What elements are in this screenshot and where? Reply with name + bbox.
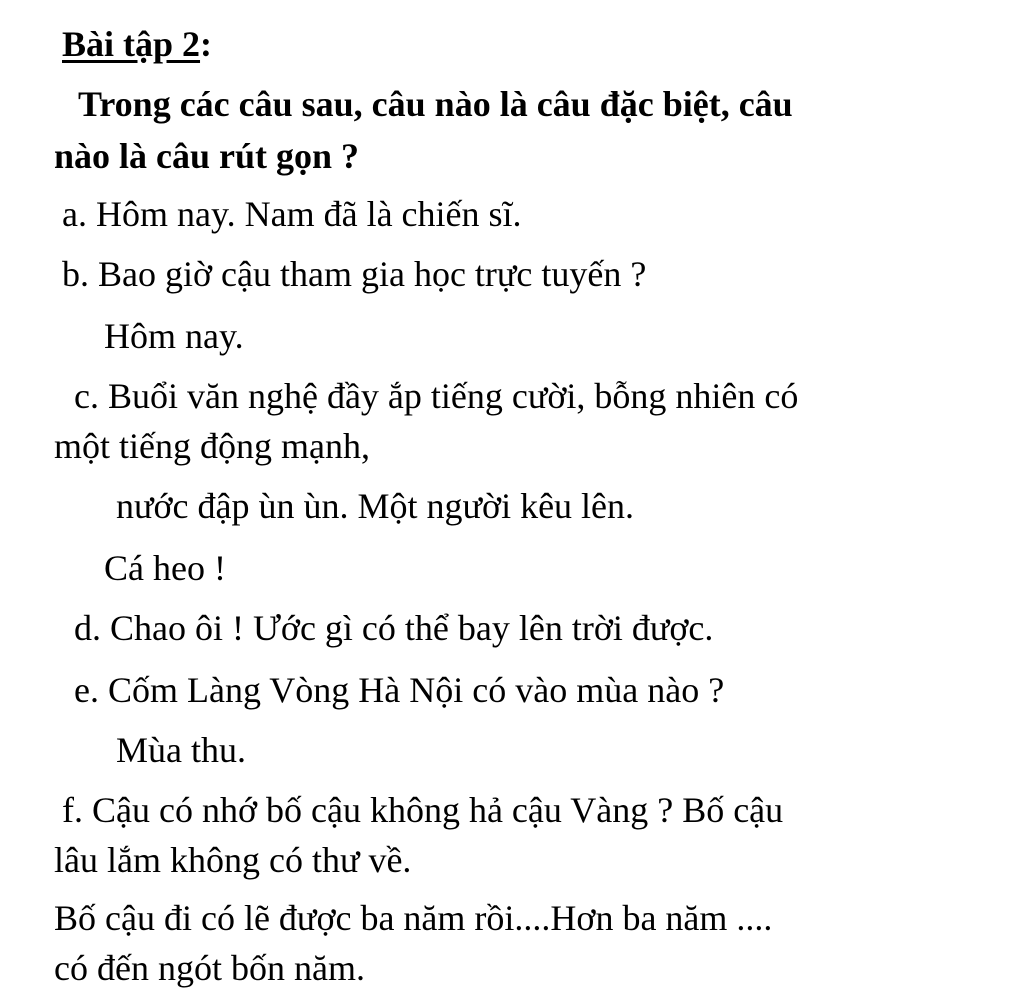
item-c-line-3: nước đập ùn ùn. Một người kêu lên. [116,486,635,526]
exercise-title [62,22,212,66]
item-e-answer: Mùa thu. [116,730,246,770]
item-c-line-4: Cá heo ! [104,548,226,588]
item-f-line-3: Bố cậu đi có lẽ được ba năm rồi....Hơn ba năm .... [54,898,773,938]
item-f-line-1: f. Cậu có nhớ bố cậu không hả cậu Vàng ? Bố cậu [62,790,784,830]
exercise-title-text: Bài tập 2 [62,24,201,64]
item-b-question: b. Bao giờ cậu tham gia học trực tuyến ? [62,254,647,294]
item-b-answer: Hôm nay. [104,316,244,356]
exercise-title-colon: : [200,24,213,64]
item-d: d. Chao ôi ! Ước gì có thể bay lên trời được. [74,608,714,648]
exercise-prompt-line-2: nào là câu rút gọn ? [54,136,360,176]
exercise-prompt-line-1: Trong các câu sau, câu nào là câu đặc biệt, câu [78,84,793,124]
item-f-line-4: có đến ngót bốn năm. [54,948,365,988]
item-f-line-2: lâu lắm không có thư về. [54,840,412,880]
item-a: a. Hôm nay. Nam đã là chiến sĩ. [62,194,522,234]
item-c-line-2: một tiếng động mạnh, [54,426,370,466]
item-e-question: e. Cốm Làng Vòng Hà Nội có vào mùa nào ? [74,670,725,710]
item-c-line-1: c. Buổi văn nghệ đầy ắp tiếng cười, bỗng nhiên có [74,376,799,416]
